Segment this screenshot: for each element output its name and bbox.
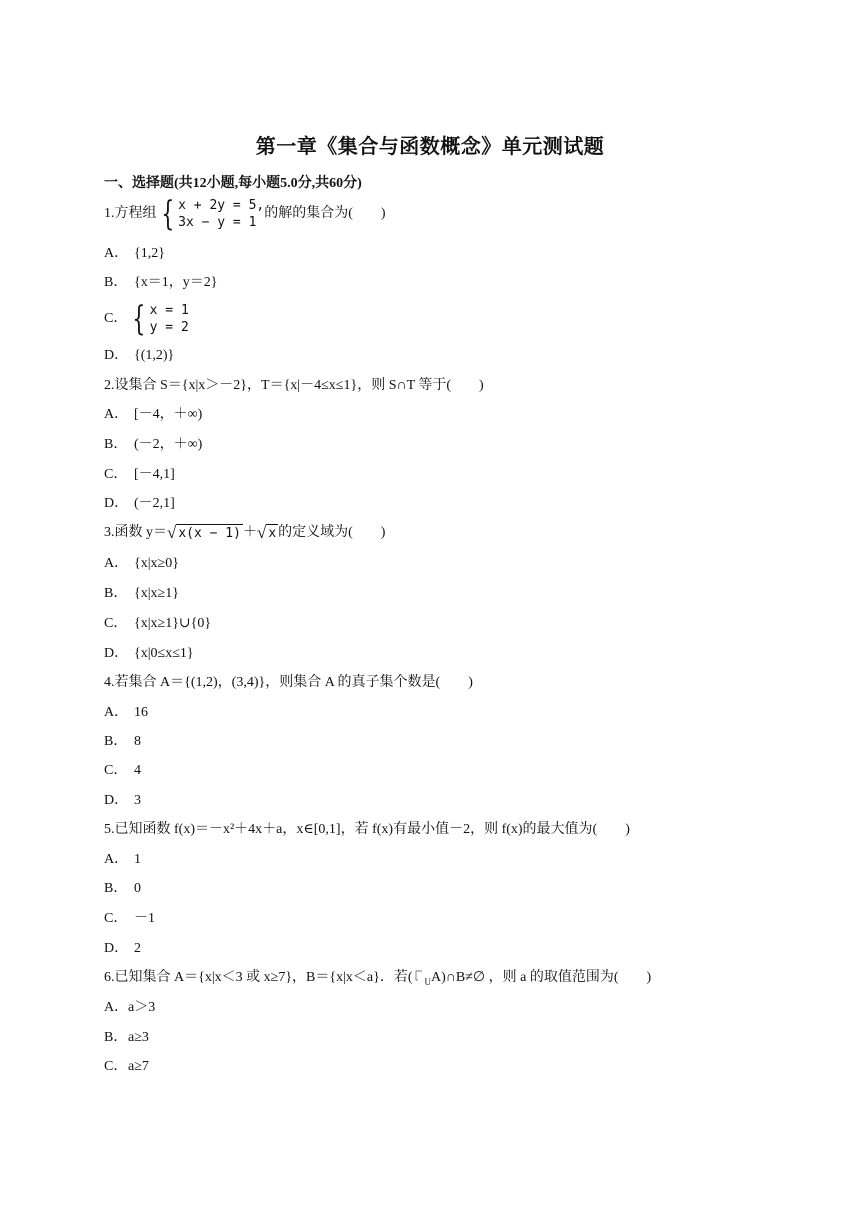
left-brace-icon: { (160, 194, 174, 234)
q1-eq2: 3x − y = 1 (178, 215, 257, 230)
q3-prefix: 3.函数 y＝ (104, 525, 167, 541)
q3-option-d[interactable] (104, 645, 194, 663)
q6-option-b[interactable] (104, 1029, 149, 1047)
q5-option-b[interactable] (104, 880, 141, 898)
q3-radicand-2: x (268, 526, 277, 541)
option-letter: B． (104, 881, 128, 896)
option-text: [－4，＋∞) (134, 407, 203, 422)
q6-option-a[interactable] (104, 999, 155, 1017)
question-5-stem: 5.已知函数 f(x)＝－x²＋4x＋a，x∈[0,1]，若 f(x)有最小值－2，则 f(x)的最大值为( ) (104, 822, 630, 837)
complement-subscript: U (424, 976, 431, 987)
q1-option-a[interactable] (104, 245, 165, 263)
option-text: a≥7 (128, 1059, 149, 1074)
option-text: 8 (134, 734, 141, 749)
option-text: {x|x≥1} (134, 586, 179, 601)
question-4-stem: 4.若集合 A＝{(1,2)，(3,4)}，则集合 A 的真子集个数是( ) (104, 675, 473, 690)
q3-suffix: 的定义域为( ) (278, 525, 386, 541)
q6-stem-part-1: 6.已知集合 A＝{x|x＜3 或 x≥7}，B＝{x|x＜a}．若( (104, 970, 413, 985)
radical-icon: √ (256, 523, 267, 542)
option-letter: A． (104, 556, 129, 571)
option-letter: D． (104, 496, 129, 511)
q6-stem-part-2: A)∩B≠∅ ，则 a 的取值范围为( ) (431, 970, 652, 985)
q4-option-a[interactable] (104, 704, 148, 722)
q5-option-d[interactable] (104, 940, 141, 958)
option-text: 0 (134, 881, 141, 896)
q2-option-a[interactable] (104, 406, 202, 424)
q3-option-b[interactable] (104, 585, 179, 603)
page-title: 第一章《集合与函数概念》单元测试题 (255, 136, 605, 158)
q1-suffix: 的解的集合为( ) (264, 206, 386, 222)
q4-option-d[interactable] (104, 792, 141, 810)
equation-system (128, 299, 189, 339)
q1-eq1: x + 2y = 5, (178, 198, 265, 213)
option-letter: B． (104, 275, 128, 290)
q2-option-d[interactable] (104, 495, 175, 513)
option-letter: A． (104, 407, 129, 422)
option-letter: A． (104, 852, 129, 867)
option-text: 4 (134, 763, 141, 778)
q1-option-c[interactable] (104, 299, 189, 339)
q6-option-c[interactable] (104, 1058, 149, 1076)
equation-system (157, 194, 265, 234)
q1-c-eq2: y = 2 (149, 320, 189, 335)
option-letter: D． (104, 646, 129, 661)
option-letter: B． (104, 437, 128, 452)
square-root (167, 524, 243, 542)
option-text: －1 (134, 911, 155, 926)
complement-icon (413, 970, 425, 984)
q3-radicand-1: x(x − 1) (178, 526, 241, 541)
option-text: (－2,1] (134, 496, 175, 511)
question-3-stem (104, 524, 385, 542)
option-text: {1,2} (134, 246, 165, 261)
square-root (257, 524, 278, 542)
option-text: (－2，＋∞) (134, 437, 203, 452)
option-letter: B． (104, 734, 128, 749)
option-letter: C． (104, 467, 128, 482)
option-letter: C． (104, 616, 128, 631)
option-letter: D． (104, 793, 129, 808)
q5-option-c[interactable] (104, 910, 155, 928)
option-letter: B． (104, 586, 128, 601)
option-text: {x|x≥1}∪{0} (134, 616, 212, 631)
question-2-stem: 2.设集合 S＝{x|x＞－2}，T＝{x|－4≤x≤1}，则 S∩T 等于( ) (104, 378, 484, 393)
option-text: {x＝1，y＝2} (134, 275, 218, 290)
option-text: {x|0≤x≤1} (134, 646, 194, 661)
option-text: {(1,2)} (134, 348, 175, 363)
q3-option-c[interactable] (104, 615, 211, 633)
left-brace-icon: { (132, 299, 146, 339)
q3-option-a[interactable] (104, 555, 179, 573)
question-6-stem (104, 969, 651, 991)
option-text: 3 (134, 793, 141, 808)
option-letter: C． (104, 311, 128, 326)
q4-option-c[interactable] (104, 762, 141, 780)
question-1-stem (104, 194, 386, 234)
option-letter: C． (104, 763, 128, 778)
q5-option-a[interactable] (104, 851, 141, 869)
q1-c-eq1: x = 1 (149, 303, 189, 318)
q1-option-d[interactable] (104, 347, 174, 365)
option-text: a＞3 (128, 1000, 156, 1015)
option-letter: A． (104, 705, 129, 720)
option-text: {x|x≥0} (134, 556, 179, 571)
option-letter: B． (104, 1030, 128, 1045)
option-letter: C． (104, 1059, 128, 1074)
q3-plus: ＋ (242, 525, 257, 541)
q1-option-b[interactable] (104, 274, 217, 292)
option-letter: C． (104, 911, 128, 926)
option-letter: A． (104, 1000, 129, 1015)
option-text: a≥3 (128, 1030, 149, 1045)
option-letter: D． (104, 941, 129, 956)
q1-prefix: 1.方程组 (104, 206, 157, 222)
option-text: 16 (134, 705, 148, 720)
option-letter: D． (104, 348, 129, 363)
radical-icon: √ (167, 523, 177, 542)
option-text: [－4,1] (134, 467, 175, 482)
option-text: 1 (134, 852, 141, 867)
option-letter: A． (104, 246, 129, 261)
q4-option-b[interactable] (104, 733, 141, 751)
option-text: 2 (134, 941, 141, 956)
q2-option-b[interactable] (104, 436, 202, 454)
q2-option-c[interactable] (104, 466, 175, 484)
section-heading: 一、选择题(共12小题,每小题5.0分,共60分) (104, 176, 362, 191)
